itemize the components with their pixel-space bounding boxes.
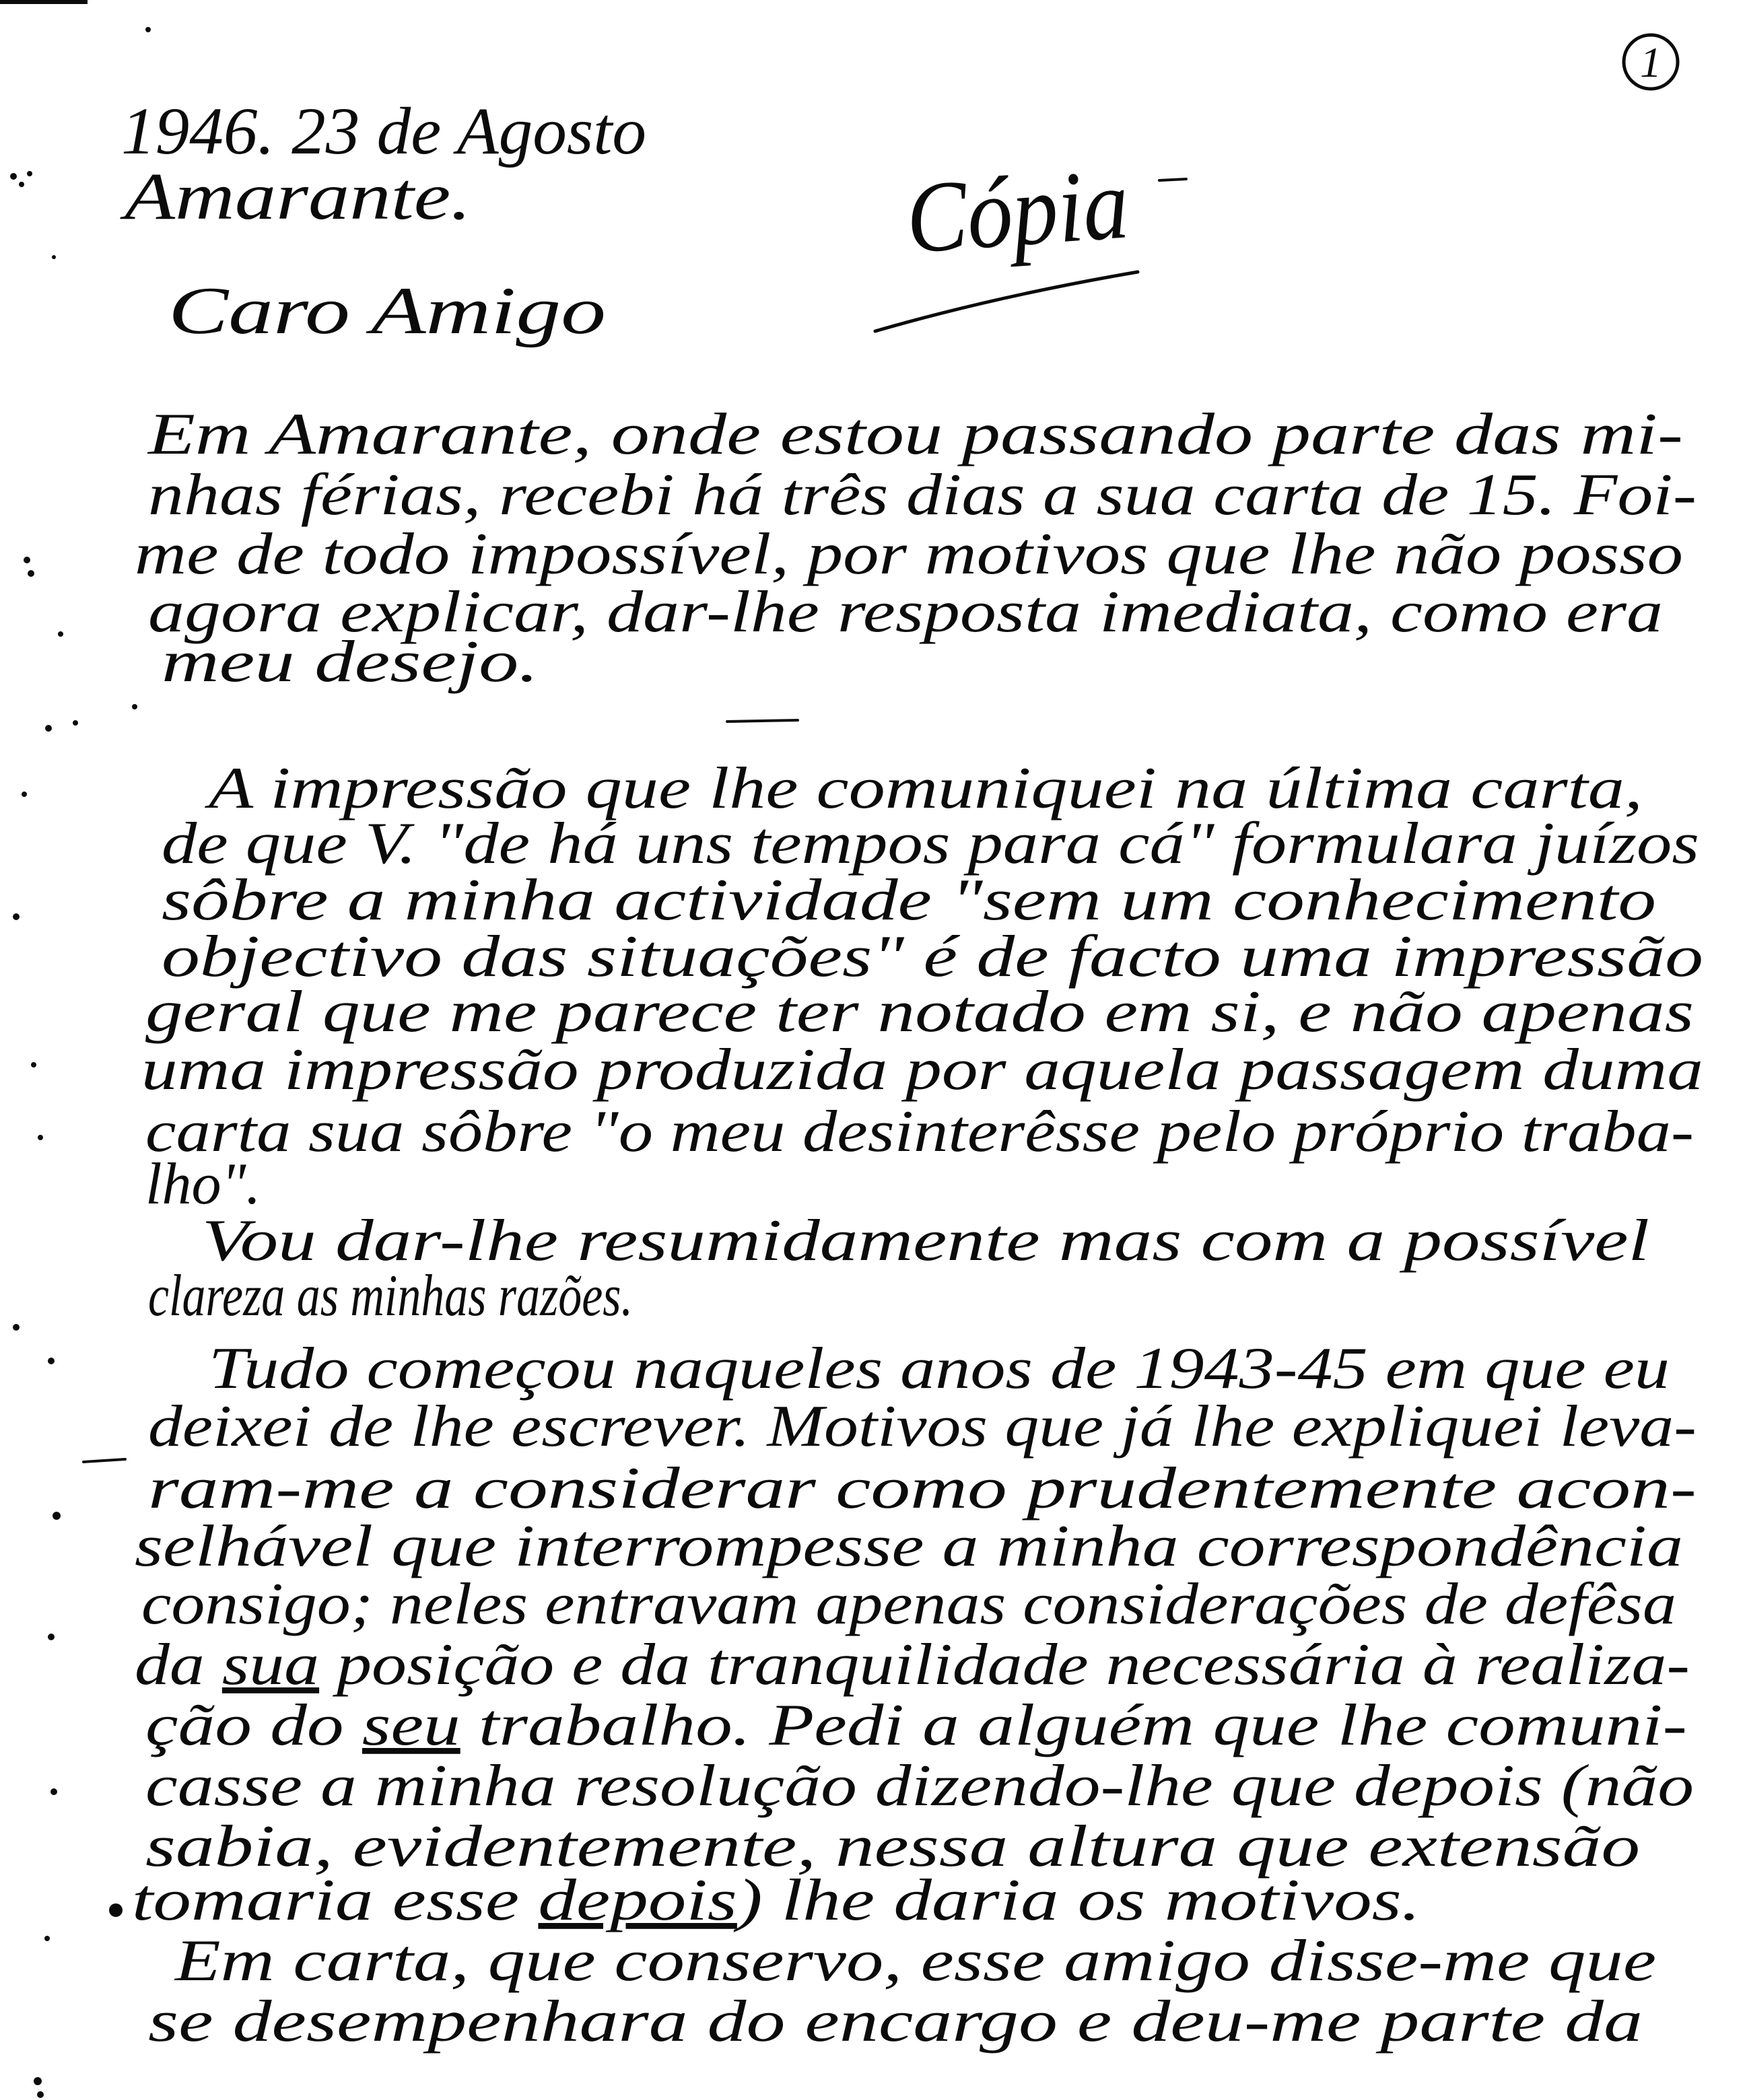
line-segment: tomaria esse	[132, 1868, 448, 1933]
letter-line: carta sua sôbre "o meu desinterêsse pelo próprio traba-	[145, 1099, 1694, 1164]
scan-speck	[83, 1459, 125, 1462]
letter-line: se desempenhara do encargo e deu-me parte da	[148, 1989, 1643, 2054]
salutation: Caro Amigo	[168, 273, 606, 348]
line-segment: da	[135, 1632, 209, 1698]
scan-speck	[48, 1634, 55, 1640]
date-line: 1946. 23 de Agosto	[121, 94, 647, 168]
letter-line: objectivo das situações" é de facto uma impressão	[162, 924, 1703, 989]
line-segment: posição e da tranquilidade necessária à realiza-	[319, 1632, 1480, 1698]
paragraph-3	[148, 1208, 1649, 1329]
letter-line: de que V. "de há uns tempos para cá" formulara juízos	[162, 811, 1699, 876]
line-segment: ) lhe daria os motivos.	[737, 1868, 1269, 1933]
letter-line: deixei de lhe escrever. Motivos que já lhe expliquei leva-	[148, 1394, 1697, 1459]
letter-line: selhável que interrompesse a minha correspondência	[135, 1514, 1683, 1579]
page-number	[1624, 35, 1678, 89]
letter-line: Em carta, que conservo, esse amigo disse-me que	[173, 1928, 1656, 1994]
letter-line	[135, 1632, 1690, 1698]
scan-speck	[109, 1903, 123, 1917]
scan-speck	[53, 1512, 61, 1520]
scan-speck	[34, 2077, 42, 2085]
letter-line: me de todo impossível, por motivos que lhe não posso	[135, 522, 1683, 587]
line-segment: trabalho. Pedi a alguém que lhe comuni-	[460, 1693, 1448, 1758]
letter-line: nhas férias, recebi há três dias a sua carta de 15. Foi-	[148, 462, 1697, 528]
letter-line	[145, 1693, 1687, 1758]
scan-speck	[48, 1358, 55, 1364]
copy-mark	[875, 147, 1186, 331]
letter-line: sabia, evidentemente, nessa altura que extensão	[145, 1814, 1640, 1879]
scan-speck	[132, 704, 137, 709]
scan-speck	[50, 1788, 57, 1795]
scan-speck	[10, 173, 17, 180]
scan-speck	[58, 631, 63, 637]
scan-specks	[0, 0, 151, 2098]
underlined-word: sua	[221, 1632, 305, 1698]
place-line: Amarante.	[119, 159, 471, 234]
scan-speck	[13, 913, 20, 920]
section-divider	[727, 720, 798, 722]
paragraph-1	[135, 402, 1697, 695]
letter-line: lho".	[145, 1152, 261, 1217]
scan-speck	[73, 720, 78, 726]
paragraph-2	[141, 756, 1703, 1217]
scan-speck	[45, 725, 52, 732]
scan-speck	[27, 171, 32, 176]
line-segment: ção do	[145, 1693, 320, 1758]
paragraph-4	[132, 1336, 1697, 1933]
scan-speck	[28, 570, 34, 577]
letter-line: uma impressão produzida por aquela passagem duma	[141, 1037, 1703, 1102]
copy-mark-stroke	[875, 272, 1138, 331]
scan-speck	[44, 1936, 50, 1941]
copy-mark-text: Cópia	[902, 145, 1157, 275]
letter-line: clareza as minhas razões.	[148, 1263, 633, 1329]
scan-speck	[19, 182, 24, 187]
scan-speck	[37, 2091, 44, 2098]
letter-line: consigo; neles entravam apenas considerações de defêsa	[141, 1572, 1676, 1637]
copy-mark-dash	[1159, 179, 1186, 180]
scan-speck	[31, 1062, 36, 1068]
letter-line: Tudo começou naqueles anos de 1943-45 em que eu	[209, 1336, 1670, 1401]
letter-line: Em Amarante, onde estou passando parte das mi-	[146, 402, 1683, 467]
letter-line: agora explicar, dar-lhe resposta imediata, como era	[148, 580, 1663, 645]
underlined-word: depois	[538, 1868, 693, 1933]
letter-line: meu desejo.	[162, 629, 539, 695]
underlined-word: seu	[362, 1693, 442, 1758]
scan-speck	[0, 0, 88, 4]
scan-speck	[24, 557, 30, 563]
letter-line: sôbre a minha actividade "sem um conhecimento	[162, 868, 1656, 933]
letter-line: Vou dar-lhe resumidamente mas com a possível	[202, 1208, 1649, 1273]
letter-line: casse a minha resolução dizendo-lhe que depois (não	[145, 1753, 1694, 1819]
paragraph-5	[148, 1928, 1656, 2054]
letter-line: geral que me parece ter notado em si, e não apenas	[145, 979, 1694, 1045]
scan-speck	[145, 27, 151, 32]
scan-speck	[22, 792, 27, 797]
letter-line	[132, 1868, 1421, 1933]
letter-line: A impressão que lhe comuniquei na última carta,	[204, 756, 1643, 821]
letter-line: ram-me a considerar como prudentemente acon-	[148, 1456, 1697, 1521]
scan-speck	[13, 1324, 20, 1331]
page-number-text: 1	[1640, 38, 1662, 86]
scan-speck	[52, 255, 56, 259]
scan-speck	[38, 1135, 43, 1140]
